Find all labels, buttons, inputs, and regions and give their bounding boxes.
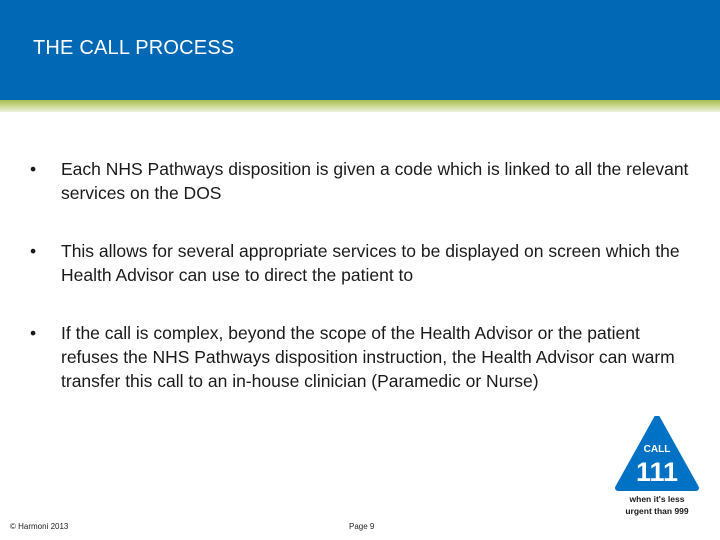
bullet-list (30, 157, 690, 427)
logo-tagline-2: urgent than 999 (625, 506, 689, 516)
accent-strip (0, 100, 720, 112)
bullet-item: • If the call is complex, beyond the scope of the Health Advisor or the patient refuses the NHS Pathways disposition instruction, the Health Advisor can warm transfer this call to an in-house clinician (Paramedic or Nurse) (30, 321, 690, 393)
footer-copyright: © Harmoni 2013 (10, 522, 69, 531)
bullet-item: • This allows for several appropriate services to be displayed on screen which the Health Advisor can use to direct the patient to (30, 239, 690, 287)
bullet-item: • Each NHS Pathways disposition is given a code which is linked to all the relevant services on the DOS (30, 157, 690, 205)
nhs-111-logo (612, 416, 702, 518)
footer-page-number: Page 9 (349, 522, 375, 531)
logo-tagline-1: when it's less (629, 494, 685, 504)
logo-number-text: 111 (635, 457, 679, 487)
title-bar (0, 0, 720, 100)
logo-call-text: CALL (643, 444, 671, 455)
slide-title: THE CALL PROCESS (33, 37, 235, 59)
